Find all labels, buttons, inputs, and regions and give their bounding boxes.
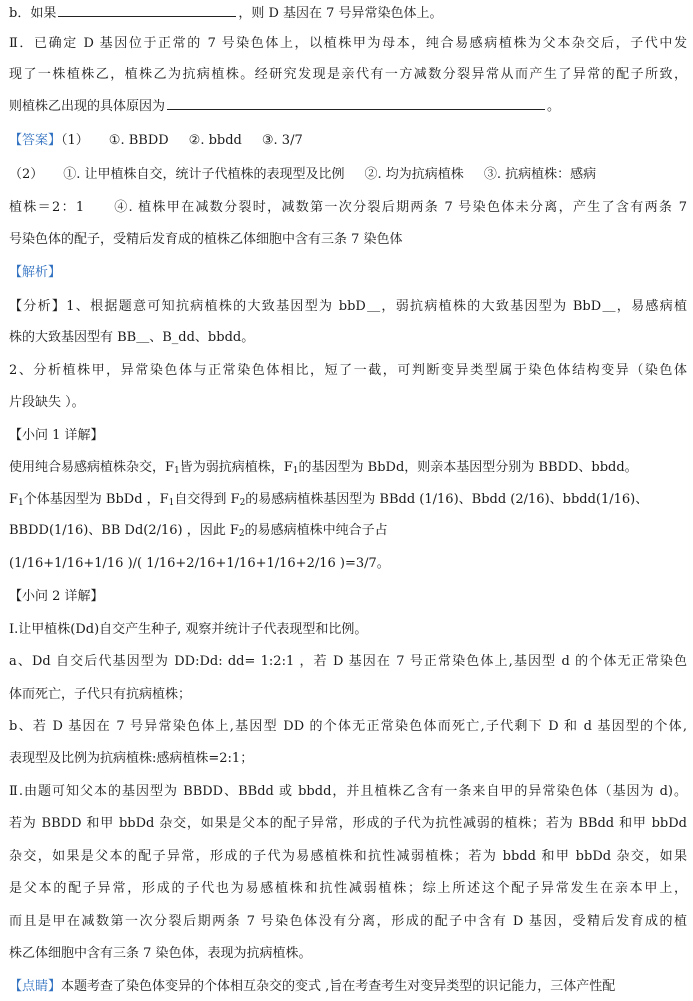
answer-line-2: （2） ①. 让甲植株自交，统计子代植株的表现型及比例 ②. 均为抗病植株 ③. 抗病植株：感病 <box>9 167 597 182</box>
question-b-line: b．如果 ，则 D 基因在 7 号异常染色体上。 <box>9 2 687 24</box>
analysis-line-3: 2、分析植株甲，异常染色体与正常染色体相比，短了一截，可判断变异类型属于染色体结构变异（染色体 <box>9 363 687 378</box>
key-point-line: 【点睛】本题考查了染色体变异的个体相互杂交的变式 ,旨在考查考生对变异类型的识记能力，三体产性配 <box>9 979 616 994</box>
q2-line-5: 表现型及比例为抗病植株:感病植株=2:1； <box>9 751 254 766</box>
q2-line-4: b、若 D 基因在 7 号异常染色体上,基因型 DD 的个体无正常染色体而死亡,子代剩下 D 和 d 基因型的个体, <box>9 719 687 734</box>
answer-tag: 【答案】 <box>9 133 62 148</box>
q2-line-1: Ⅰ.让甲植株(Dd)自交产生种子, 观察并统计子代表现型和比例。 <box>9 622 368 637</box>
q1-line-4: (1/16+1/16+1/16 )/( 1/16+2/16+1/16+1/16+2/16 )=3/7。 <box>9 556 390 571</box>
q2-line-2: a、Dd 自交后代基因型为 DD:Dd: dd= 1:2:1 ，若 D 基因在 7 号正常染色体上,基因型 d 的个体无正常染色 <box>9 654 687 669</box>
question-ii-line-3: 则植株乙出现的具体原因为 。 <box>9 95 687 117</box>
sub-question-1-header: 【小问 1 详解】 <box>9 428 104 443</box>
analysis-tag: 【解析】 <box>9 265 62 280</box>
q1-line-2: $F_1$个体基因型为 BbDd ，$F_1$自交得到 $F_2$的易感病植株基因型为 BBdd (1/16)、Bbdd (2/16)、bbdd(1/16)、 <box>9 492 649 508</box>
analysis-line-2: 株的大致基因型有 BB＿、B_dd、bbdd。 <box>9 330 255 345</box>
key-point-tag: 【点睛】 <box>9 979 62 994</box>
analysis-line-4: 片段缺失 ）。 <box>9 395 85 410</box>
q2-line-3: 体而死亡，子代只有抗病植株； <box>9 687 192 702</box>
q1-line-1: 使用纯合易感病植株杂交，$F_1$皆为弱抗病植株，$F_1$的基因型为 BbDd，则亲本基因型分别为 BBDD、bbdd。 <box>9 460 638 476</box>
q2-line-8: 杂交，如果是父本的配子异常，形成的子代为易感植株和抗性减弱植株；若为 bbdd 和甲 bbDd 杂交，如果 <box>9 849 687 864</box>
q2-line-6: Ⅱ.由题可知父本的基因型为 BBDD、BBdd 或 bbdd，并且植株乙含有一条来自甲的异常染色体（基因为 d)。 <box>9 784 687 799</box>
answer-blank <box>167 95 545 110</box>
q2-line-7: 若为 BBDD 和甲 bbDd 杂交，如果是父本的配子异常，形成的子代为抗性减弱的植株；若为 BBdd 和甲 bbDd <box>9 816 687 831</box>
question-ii-line-2: 现了一株植株乙，植株乙为抗病植株。经研究发现是亲代有一方减数分裂异常从而产生了异常的配子所致， <box>9 67 687 82</box>
q2-line-11: 株乙体细胞中含有三条 7 染色体，表现为抗病植株。 <box>9 946 312 961</box>
answer-line-4: 号染色体的配子，受精后发育成的植株乙体细胞中含有三条 7 染色体 <box>9 232 403 247</box>
answer-blank <box>58 2 236 17</box>
q1-line-3: BBDD(1/16)、BB Dd(2/16) ，因此 $F_2$的易感病植株中纯合子占 <box>9 523 388 539</box>
answer-line-1: 【答案】（1） ①. BBDD ②. bbdd ③. 3/7 <box>9 133 303 148</box>
q2-line-9: 是父本的配子异常，形成的子代也为易感植株和抗性减弱植株；综上所述这个配子异常发生在亲本甲上， <box>9 881 687 896</box>
sub-question-2-header: 【小问 2 详解】 <box>9 589 104 604</box>
answer-line-3: 植株＝2：1 ④. 植株甲在减数分裂时，减数第一次分裂后期两条 7 号染色体未分离，产生了含有两条 7 <box>9 200 687 215</box>
analysis-line-1: 【分析】1、根据题意可知抗病植株的大致基因型为 bbD＿，弱抗病植株的大致基因型为 BbD＿，易感病植 <box>9 299 687 314</box>
question-ii-line-1: Ⅱ．已确定 D 基因位于正常的 7 号染色体上，以植株甲为母本，纯合易感病植株为父本杂交后，子代中发 <box>9 36 687 51</box>
q2-line-10: 而且是甲在减数第一次分裂后期两条 7 号染色体没有分离，形成的配子中含有 D 基因，受精后发育成的植 <box>9 914 687 929</box>
